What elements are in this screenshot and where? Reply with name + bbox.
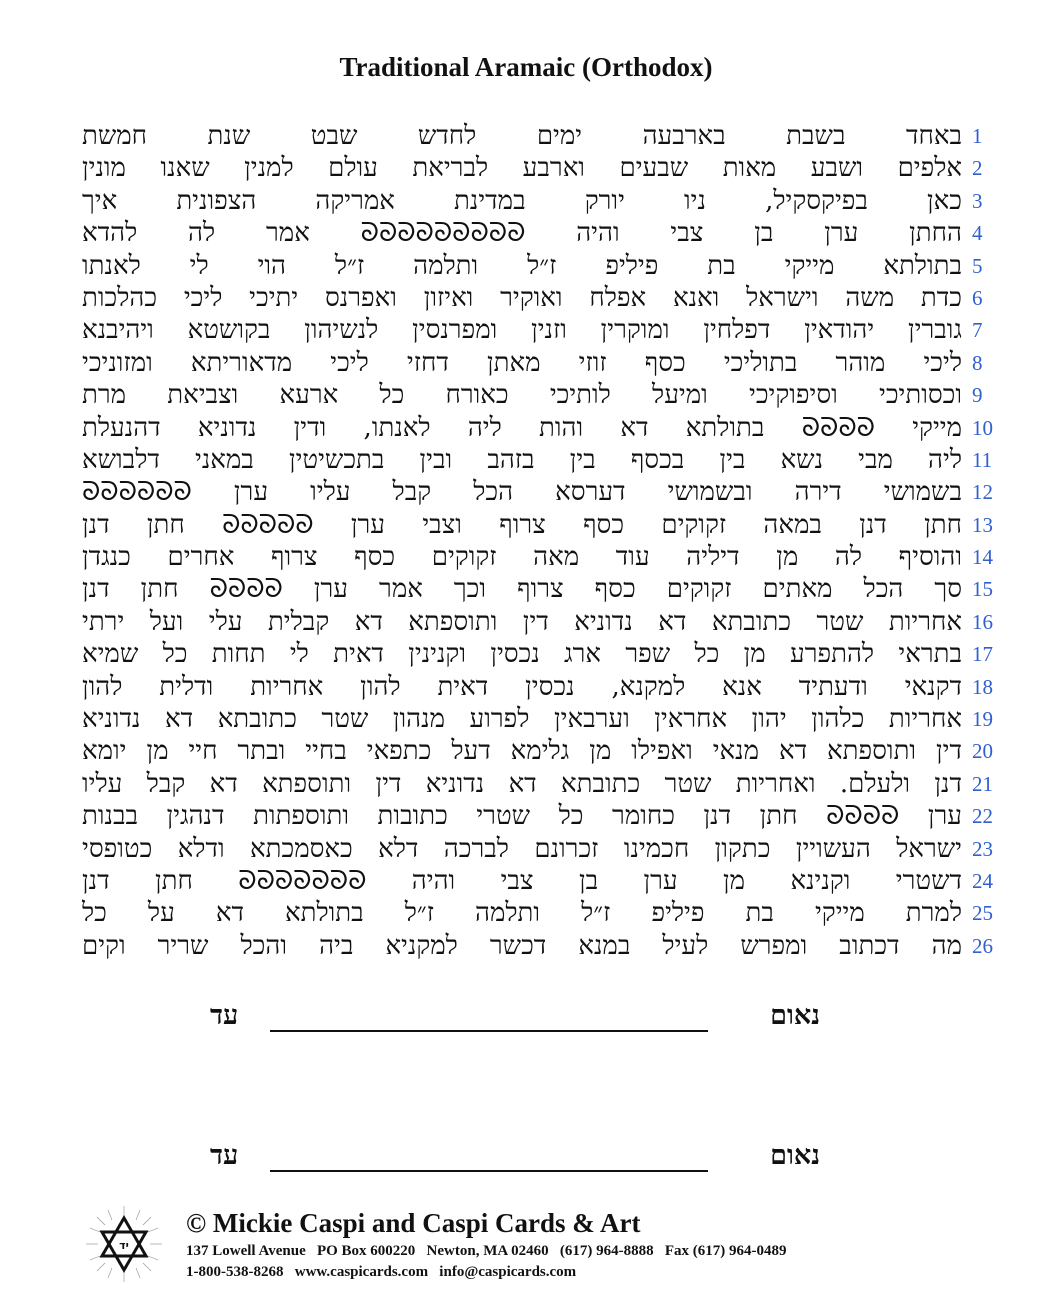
line-number: 13 [972,512,993,537]
hebrew-text: חתן דנן במאה זקוקים כסף צרוף וצבי ערן ᘐᘐᘐᘐᘐ חתן דנן [82,509,962,540]
hebrew-text: ליה מבי נשא בין בכסף בין בזהב ובין בתכשיטין במאני דלבושא [82,444,962,475]
text-line [0,185,1052,217]
line-number: 18 [972,674,993,699]
text-line [0,930,1052,962]
text-line [0,509,1052,541]
witness-suffix: עד [210,1000,239,1031]
line-number: 22 [972,804,993,829]
text-line [0,120,1052,152]
hebrew-text: וכסותיכי וסיפוקיכי ומיעל לותיכי כאורח כל ארעא וצביאת מרת [82,380,962,411]
hebrew-text: דשטרי וקנינא מן ערן בן צבי והיה ᘐᘐᘐᘐᘐᘐᘐ חתן דנן [82,865,962,896]
text-line [0,573,1052,605]
hebrew-text: דנן ולעלם. ואחריות שטר כתובתא דא נדוניא דין ותוספתא דא קבל עליו [82,768,962,799]
text-line [0,865,1052,897]
text-line [0,217,1052,249]
line-number: 2 [972,156,983,181]
hebrew-text: ליכי מוהר בתוליכי כסף זוזי מאתן דחזי ליכי מדאוריתא ומזוניכי [82,347,962,378]
line-number: 16 [972,609,993,634]
hebrew-text: אחריות כלהון יהון אחראין וערבאין לפרוע מנהון שטר כתובתא דא נדוניא [82,704,962,735]
line-number: 7 [972,318,983,343]
signature-line[interactable] [270,1170,708,1172]
ketubah-text [0,120,1052,962]
star-of-david-logo-icon [84,1204,164,1284]
text-line [0,638,1052,670]
text-line [0,735,1052,767]
line-number: 6 [972,285,983,310]
hebrew-text: סך הכל מאתים זקוקים כסף צרוף וכך אמר ערן ᘐᘐᘐᘐ חתן דנן [82,574,962,605]
hebrew-text: והוסיף לה מן דיליה עוד מאה זקוקים כסף צרוף אחרים כנגדן [82,542,962,573]
hebrew-text: למרת מייקי בת פיליפ ז״ל ותלמה ז״ל בתולתא דא על כל [82,898,962,929]
text-line [0,541,1052,573]
hebrew-text: בשמושי דירה ובשמושי דערסא הכל קבל עליו ערן ᘐᘐᘐᘐᘐᘐ [82,477,962,508]
line-number: 4 [972,221,983,246]
hebrew-text: החתן ערן בן צבי והיה ᘐᘐᘐᘐᘐᘐᘐᘐᘐ אמר לה להדא [82,218,962,249]
line-number: 19 [972,707,993,732]
hebrew-text: באחד בשבת בארבעה ימים לחדש שבט שנת חמשת [82,121,962,151]
witness-label: נאום [770,1000,820,1031]
line-number: 23 [972,836,993,861]
hebrew-text: כדת משה וישראל ואנא אפלח ואוקיר ואיזון ואפרנס יתיכי ליכי כהלכות [82,282,962,313]
text-line [0,379,1052,411]
hebrew-text: גוברין יהודאין דפלחין ומוקרין וזנין ומפרנסין לנשיהון בקושטא ויהיבנא [82,315,962,346]
witness-suffix: עד [210,1140,239,1171]
hebrew-text: ערן ᘐᘐᘐᘐ חתן דנן כחומר כל שטרי כתובות ותוספתות דנהגין בבנות [82,801,962,832]
line-number: 3 [972,188,983,213]
text-line [0,282,1052,314]
line-number: 11 [972,447,993,472]
line-number: 1 [972,124,983,148]
hebrew-text: אחריות שטר כתובתא דא נדוניא דין ותוספתא דא קבלית עלי ועל ירתי [82,606,962,637]
footer [186,1208,787,1282]
witness-signature-2 [200,1140,820,1180]
text-line [0,476,1052,508]
line-number: 21 [972,771,993,796]
text-line [0,703,1052,735]
text-line [0,152,1052,184]
company-name: © Mickie Caspi and Caspi Cards & Art [186,1208,641,1238]
text-line [0,444,1052,476]
line-number: 9 [972,383,983,408]
company-address: 137 Lowell Avenue PO Box 600220 Newton, MA 02460 (617) 964-8888 Fax (617) 964-0489 [186,1243,787,1259]
hebrew-text: דקנאי ודעתיד אנא למקנא, נכסין דאית להון אחריות ודלית להון [82,671,962,702]
text-line [0,606,1052,638]
hebrew-text: אלפים ושבע מאות שבעים וארבע לבריאת עולם למנין שאנו מונין [82,153,962,184]
line-number: 17 [972,642,993,667]
hebrew-text: מה דכתוב ומפרש לעיל במנא דכשר למקניא ביה והכל שריר וקים [82,930,962,961]
text-line [0,833,1052,865]
text-line [0,800,1052,832]
text-line [0,671,1052,703]
hebrew-text: מייקי ᘐᘐᘐᘐ בתולתא דא והות ליה לאנתו, ודין נדוניא דהנעלת [82,412,962,443]
line-number: 5 [972,253,983,278]
hebrew-text: דין ותוספתא דא מנאי ואפילו מן גלימא דעל כתפאי בחיי ובתר חיי מן יומא [82,736,962,767]
text-line [0,314,1052,346]
line-number: 15 [972,577,993,602]
witness-signature-1 [200,1000,820,1040]
line-number: 20 [972,739,993,764]
hebrew-text: כאן בפיקסקיל, ניו יורק במדינת אמריקה הצפונית איך [82,185,962,216]
hebrew-text: בתולתא מייקי בת פיליפ ז״ל ותלמה ז״ל הוי לי לאנתו [82,250,962,281]
line-number: 12 [972,480,993,505]
line-number: 10 [972,415,993,440]
line-number: 14 [972,545,993,570]
line-number: 26 [972,933,993,958]
witness-label: נאום [770,1140,820,1171]
line-number: 24 [972,868,993,893]
logo-letters: יד [119,1239,129,1252]
signature-line[interactable] [270,1030,708,1032]
line-number: 8 [972,350,983,375]
company-contact: 1-800-538-8268 www.caspicards.com info@caspicards.com [186,1264,577,1280]
text-line [0,412,1052,444]
text-line [0,347,1052,379]
hebrew-text: ישראל העשויין כתקון חכמינו זכרונם לברכה דלא כאסמכתא ודלא כטופסי [82,833,962,864]
hebrew-text: בתראי להתפרע מן כל שפר ארג נכסין וקנינין דאית לי תחות כל שמיא [82,639,962,670]
page-title: Traditional Aramaic (Orthodox) [339,52,713,82]
line-number: 25 [972,901,993,926]
text-line [0,897,1052,929]
text-line [0,250,1052,282]
text-line [0,768,1052,800]
